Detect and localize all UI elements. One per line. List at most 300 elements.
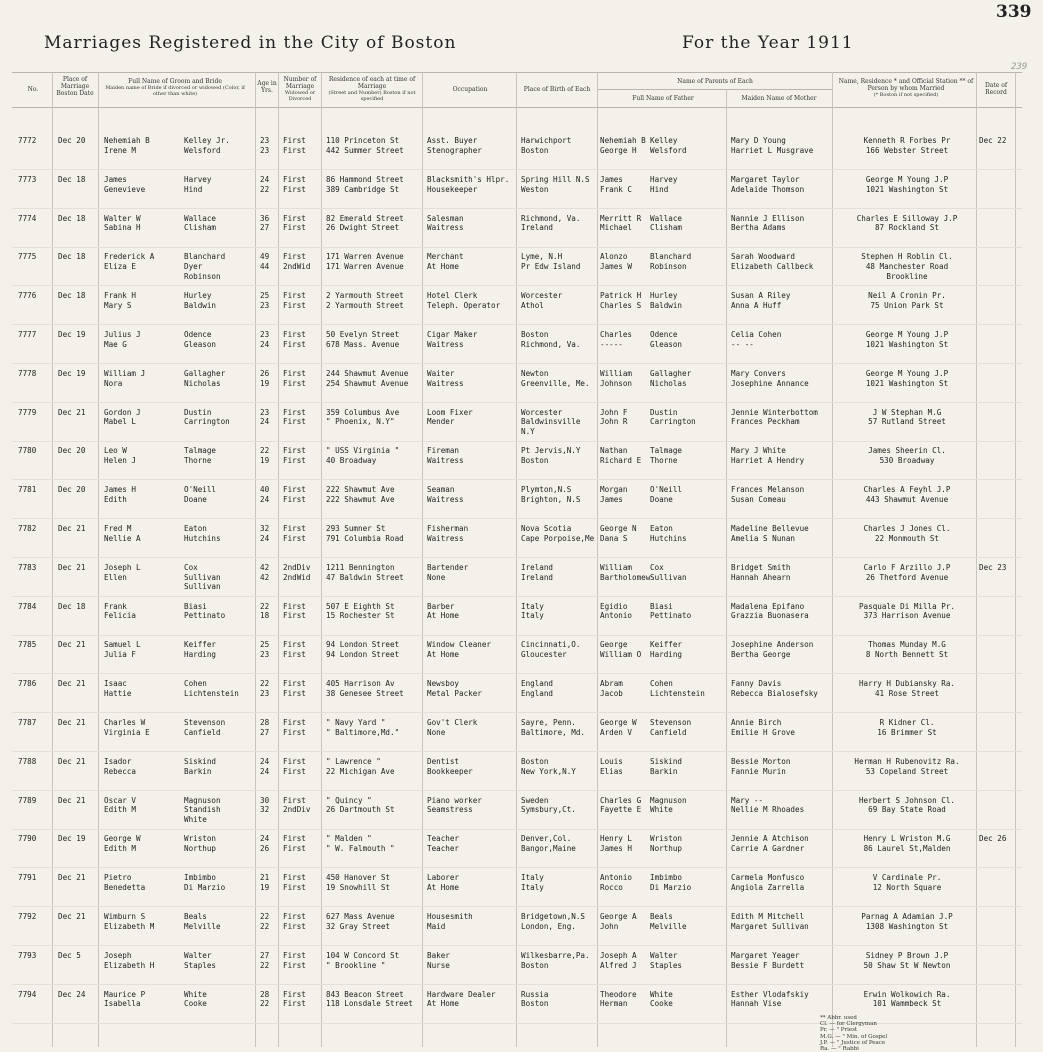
field-no: 7788 bbox=[18, 756, 37, 766]
field-g-last: Cox bbox=[184, 562, 198, 572]
cell-number bbox=[283, 757, 321, 777]
field-off-res: 1021 Washington St bbox=[865, 378, 949, 388]
cell-no bbox=[18, 796, 50, 806]
field-recorded bbox=[979, 408, 1015, 418]
field-b-birth: Baldwinsville bbox=[521, 417, 581, 427]
field-g-father-first: George bbox=[600, 640, 628, 650]
cell-officiant bbox=[838, 757, 976, 777]
field-no: 7786 bbox=[18, 679, 37, 689]
field-g-age: 22 bbox=[260, 679, 270, 689]
cell-father-last bbox=[650, 640, 726, 660]
cell-no bbox=[18, 136, 50, 146]
field-b-res: " W. Falmouth " bbox=[326, 844, 395, 854]
field-b-age: 42 bbox=[260, 572, 270, 582]
cell-g-last bbox=[184, 291, 254, 320]
cell-no bbox=[18, 214, 50, 224]
cell-officiant bbox=[838, 951, 976, 971]
field-b-res: 32 Gray Street bbox=[326, 921, 391, 931]
field-g-birth: Harwichport bbox=[521, 136, 572, 145]
field-maiden bbox=[184, 854, 254, 864]
field-b-occ: Waitress bbox=[427, 494, 464, 504]
cell-father-first bbox=[600, 446, 656, 466]
cell-residence bbox=[326, 873, 422, 893]
field-b-first: Benedetta bbox=[104, 882, 146, 892]
cell-mother bbox=[731, 252, 831, 272]
cell-recorded bbox=[979, 291, 1015, 301]
cell-no bbox=[18, 640, 50, 650]
cell-father-last bbox=[650, 602, 726, 622]
cell-g-first bbox=[104, 291, 180, 311]
field-g-occ: Window Cleaner bbox=[427, 640, 492, 650]
cell-officiant bbox=[838, 330, 976, 350]
cell-mother bbox=[731, 330, 831, 350]
field-b-res: 26 Dartmouth St bbox=[326, 805, 395, 815]
field-g-last: Wallace bbox=[184, 213, 217, 223]
field-off-res: 1308 Washington St bbox=[865, 921, 949, 931]
cell-father-first bbox=[600, 485, 656, 505]
field-maiden: Sullivan bbox=[184, 582, 221, 592]
field-recorded bbox=[979, 640, 1015, 650]
cell-age bbox=[260, 602, 278, 622]
cell-recorded bbox=[979, 873, 1015, 883]
cell-father-first bbox=[600, 175, 656, 195]
field-b-birth: Bangor,Maine bbox=[521, 844, 576, 854]
field-g-father-first: George W bbox=[600, 718, 637, 727]
cell-g-last bbox=[184, 252, 254, 281]
cell-date bbox=[58, 679, 96, 689]
cell-g-first bbox=[104, 718, 180, 738]
field-g-first: Nehemiah B bbox=[104, 136, 150, 145]
field-b-last: Thorne bbox=[184, 456, 212, 466]
cell-g-first bbox=[104, 252, 180, 272]
cell-number bbox=[283, 408, 321, 428]
header-number-label: Number of Marriage bbox=[283, 76, 317, 90]
field-g-age: 24 bbox=[260, 174, 270, 184]
field-b-num: First bbox=[283, 960, 306, 970]
field-recorded bbox=[979, 873, 1015, 883]
cell-birthplace bbox=[521, 485, 597, 505]
field-b-father-last: Staples bbox=[650, 960, 683, 970]
cell-age bbox=[260, 330, 278, 350]
cell-recorded bbox=[979, 524, 1015, 534]
cell-officiant bbox=[838, 990, 976, 1010]
field-b-last: Doane bbox=[184, 494, 207, 504]
field-off-name: Sidney P Brown J.P bbox=[865, 950, 949, 960]
field-g-mother: Nannie J Ellison bbox=[731, 213, 805, 223]
field-b-age: 27 bbox=[260, 223, 270, 233]
field-b-age: 24 bbox=[260, 417, 270, 427]
field-b-first: Hattie bbox=[104, 688, 132, 698]
field-g-last: Harvey bbox=[184, 174, 212, 184]
field-b-res: 678 Mass. Avenue bbox=[326, 339, 400, 349]
cell-father-last bbox=[650, 951, 726, 971]
field-b-mother: Elizabeth Callbeck bbox=[731, 262, 814, 272]
cell-officiant bbox=[838, 175, 976, 195]
row-rule bbox=[12, 285, 1022, 286]
cell-age bbox=[260, 757, 278, 777]
field-recorded bbox=[979, 252, 1015, 262]
field-b-birth: England bbox=[521, 688, 554, 698]
field-g-res: 1211 Bennington bbox=[326, 562, 395, 572]
field-b-mother: Angiola Zarrella bbox=[731, 882, 805, 892]
cell-no bbox=[18, 563, 50, 573]
field-g-birth: Newton bbox=[521, 368, 549, 378]
field-g-occ: Laborer bbox=[427, 873, 460, 883]
cell-g-first bbox=[104, 951, 180, 971]
cell-no bbox=[18, 408, 50, 418]
field-g-first: William J bbox=[104, 368, 146, 378]
cell-number bbox=[283, 330, 321, 350]
field-g-age: 32 bbox=[260, 524, 270, 533]
cell-occupation bbox=[427, 873, 516, 893]
cell-mother bbox=[731, 796, 831, 816]
field-g-first: Joseph bbox=[104, 950, 132, 960]
field-g-birth: Sayre, Penn. bbox=[521, 718, 576, 727]
field-g-res: 110 Princeton St bbox=[326, 136, 400, 145]
field-g-mother: Fanny Davis bbox=[731, 679, 782, 689]
cell-father-first bbox=[600, 524, 656, 544]
field-b-res: 442 Summer Street bbox=[326, 145, 404, 155]
cell-g-first bbox=[104, 990, 180, 1010]
field-g-num: First bbox=[283, 485, 306, 495]
field-b-birth2: N.Y bbox=[521, 427, 535, 437]
field-g-occ: Hotel Clerk bbox=[427, 291, 478, 301]
cell-no bbox=[18, 873, 50, 883]
field-b-res: " Phoenix, N.Y" bbox=[326, 417, 395, 427]
cell-g-first bbox=[104, 873, 180, 893]
cell-g-first bbox=[104, 757, 180, 777]
field-b-occ: Waitress bbox=[427, 339, 464, 349]
abbr-line: Ra. — " Rabbi bbox=[820, 1046, 859, 1052]
field-g-birth: Denver,Col. bbox=[521, 834, 572, 844]
cell-number bbox=[283, 446, 321, 466]
field-g-father-last: Hurley bbox=[650, 291, 678, 301]
field-b-occ: Waitress bbox=[427, 378, 464, 388]
field-b-first: Edith M bbox=[104, 844, 137, 854]
field-b-father-last: White bbox=[650, 805, 673, 815]
field-g-occ: Housesmith bbox=[427, 912, 473, 921]
field-maiden bbox=[184, 350, 254, 360]
cell-birthplace bbox=[521, 291, 597, 311]
field-b-mother: -- -- bbox=[731, 339, 754, 349]
field-b-occ: Housekeeper bbox=[427, 184, 478, 194]
cell-officiant bbox=[838, 834, 976, 854]
record-row bbox=[0, 679, 1043, 716]
cell-birthplace bbox=[521, 602, 597, 622]
field-b-occ: Teacher bbox=[427, 844, 460, 854]
field-b-mother: Bessie F Burdett bbox=[731, 960, 805, 970]
field-b-father-first: James H bbox=[600, 844, 633, 854]
field-b-father-last: Canfield bbox=[650, 727, 687, 737]
field-b-last: Gleason bbox=[184, 339, 217, 349]
field-g-first: Pietro bbox=[104, 873, 132, 883]
field-no: 7787 bbox=[18, 718, 37, 727]
cell-g-last bbox=[184, 524, 254, 553]
field-g-father-first: Henry L bbox=[600, 834, 633, 844]
cell-mother bbox=[731, 757, 831, 777]
field-b-father-last: Lichtenstein bbox=[650, 688, 705, 698]
field-off-res: 373 Harrison Avenue bbox=[863, 611, 951, 621]
pencil-note: 239 bbox=[1011, 62, 1028, 72]
field-b-first: Felicia bbox=[104, 611, 137, 621]
field-off-name: Henry L Wriston M.G bbox=[863, 834, 951, 844]
field-g-occ: Loom Fixer bbox=[427, 407, 473, 417]
field-g-mother: Mary D Young bbox=[731, 136, 786, 145]
cell-officiant bbox=[838, 408, 976, 428]
row-rule bbox=[12, 751, 1022, 752]
cell-date bbox=[58, 873, 96, 883]
field-off-name: Charles A Feyhl J.P bbox=[863, 485, 951, 495]
field-b-first: Nellie A bbox=[104, 533, 141, 543]
field-maiden bbox=[184, 893, 254, 903]
field-b-birth: Boston bbox=[521, 999, 549, 1009]
field-g-mother: Margaret Yeager bbox=[731, 950, 800, 960]
cell-date bbox=[58, 951, 96, 961]
field-b-father-first: James bbox=[600, 494, 623, 504]
cell-mother bbox=[731, 485, 831, 505]
field-g-num: First bbox=[283, 718, 306, 727]
field-b-occ: At Home bbox=[427, 999, 460, 1009]
cell-g-first bbox=[104, 602, 180, 622]
field-g-age: 26 bbox=[260, 368, 270, 378]
field-date: Dec 20 bbox=[58, 446, 86, 456]
cell-number bbox=[283, 602, 321, 622]
field-g-num: First bbox=[283, 446, 306, 456]
cell-g-last bbox=[184, 369, 254, 398]
header-officiant-label: Name, Residence * and Official Station ** of Person by whom Married bbox=[838, 78, 974, 92]
parents-divider bbox=[597, 89, 832, 90]
abbr-label: ** Abbr. used bbox=[820, 1015, 857, 1021]
field-b-occ: At Home bbox=[427, 650, 460, 660]
abbr-line: Pr. — " Priest bbox=[820, 1027, 858, 1034]
row-rule bbox=[12, 673, 1022, 674]
field-b-mother: Hannah Ahearn bbox=[731, 572, 791, 582]
field-b-mother: Adelaide Thomson bbox=[731, 184, 805, 194]
field-g-occ: Fireman bbox=[427, 446, 460, 456]
cell-father-last bbox=[650, 563, 726, 583]
field-g-father-last: Odence bbox=[650, 330, 678, 339]
cell-father-first bbox=[600, 718, 656, 738]
field-g-father-first: George A bbox=[600, 912, 637, 921]
cell-occupation bbox=[427, 485, 516, 505]
field-b-num: First bbox=[283, 688, 306, 698]
field-off-res: 22 Monmouth St bbox=[874, 533, 939, 543]
cell-no bbox=[18, 718, 50, 728]
field-g-age: 49 bbox=[260, 252, 270, 262]
field-g-num: First bbox=[283, 679, 306, 689]
field-date: Dec 18 bbox=[58, 213, 86, 223]
header-residence-sub: (Street and Number) Boston if not specified bbox=[328, 90, 416, 102]
field-b-num: First bbox=[283, 921, 306, 931]
cell-recorded bbox=[979, 214, 1015, 224]
cell-number bbox=[283, 718, 321, 738]
cell-father-last bbox=[650, 330, 726, 350]
field-g-res: 293 Sumner St bbox=[326, 524, 386, 533]
cell-date bbox=[58, 291, 96, 301]
row-rule bbox=[12, 208, 1022, 209]
cell-no bbox=[18, 175, 50, 185]
field-g-num: First bbox=[283, 601, 306, 611]
field-recorded bbox=[979, 291, 1015, 301]
field-no: 7777 bbox=[18, 330, 37, 339]
field-b-age: 19 bbox=[260, 456, 270, 466]
field-b-first: Helen J bbox=[104, 456, 137, 466]
cell-g-first bbox=[104, 136, 180, 156]
cell-age bbox=[260, 951, 278, 971]
field-g-res: 450 Hanover St bbox=[326, 873, 391, 883]
cell-recorded bbox=[979, 408, 1015, 418]
cell-father-last bbox=[650, 990, 726, 1010]
cell-mother bbox=[731, 951, 831, 971]
field-g-father-last: Wallace bbox=[650, 213, 683, 223]
field-off-name: Kenneth R Forbes Pr bbox=[863, 136, 951, 145]
field-maiden bbox=[184, 156, 254, 166]
cell-g-last bbox=[184, 408, 254, 437]
field-b-father-first: Michael bbox=[600, 223, 633, 233]
field-b-age: 26 bbox=[260, 844, 270, 854]
cell-mother bbox=[731, 873, 831, 893]
field-g-num: First bbox=[283, 756, 306, 766]
field-b-occ: At Home bbox=[427, 882, 460, 892]
field-b-occ: Waitress bbox=[427, 533, 464, 543]
field-g-mother: Mary J White bbox=[731, 446, 786, 456]
row-rule bbox=[12, 945, 1022, 946]
field-b-father-first: Richard E bbox=[600, 456, 642, 466]
cell-birthplace bbox=[521, 136, 597, 156]
field-date: Dec 21 bbox=[58, 524, 86, 533]
row-rule bbox=[12, 441, 1022, 442]
field-g-num: First bbox=[283, 640, 306, 650]
register-title: Marriages Registered in the City of Boston bbox=[44, 33, 457, 53]
field-b-age: 22 bbox=[260, 960, 270, 970]
field-g-father-last: Dustin bbox=[650, 407, 678, 417]
field-b-res: 2 Yarmouth Street bbox=[326, 300, 404, 310]
field-off-name: Charles J Jones Cl. bbox=[863, 524, 951, 533]
field-maiden bbox=[184, 311, 254, 321]
header-date-record: Date of Record bbox=[984, 82, 1008, 96]
field-maiden bbox=[184, 660, 254, 670]
field-b-mother: Nellie M Rhoades bbox=[731, 805, 805, 815]
cell-birthplace bbox=[521, 446, 597, 466]
field-b-res: 171 Warren Avenue bbox=[326, 262, 404, 272]
cell-father-last bbox=[650, 912, 726, 932]
field-b-father-first: Frank C bbox=[600, 184, 633, 194]
cell-g-last bbox=[184, 485, 254, 514]
cell-g-first bbox=[104, 524, 180, 544]
field-g-mother: Madalena Epifano bbox=[731, 601, 805, 611]
field-b-age: 23 bbox=[260, 145, 270, 155]
field-g-birth: Ireland bbox=[521, 562, 554, 572]
field-g-occ: Gov't Clerk bbox=[427, 718, 478, 727]
field-off-name: Parnag A Adamian J.P bbox=[861, 912, 953, 921]
field-b-mother: Anna A Huff bbox=[731, 300, 782, 310]
cell-date bbox=[58, 252, 96, 262]
field-g-last: Blanchard bbox=[184, 252, 226, 262]
cell-date bbox=[58, 524, 96, 534]
field-b-num: First bbox=[283, 456, 306, 466]
cell-residence bbox=[326, 485, 422, 505]
field-b-num: First bbox=[283, 650, 306, 660]
cell-mother bbox=[731, 524, 831, 544]
field-no: 7781 bbox=[18, 485, 37, 495]
field-g-num: First bbox=[283, 291, 306, 301]
field-g-mother: Susan A Riley bbox=[731, 291, 791, 301]
field-g-age: 42 bbox=[260, 562, 270, 572]
cell-occupation bbox=[427, 718, 516, 738]
field-b-father-first: John bbox=[600, 921, 619, 931]
cell-number bbox=[283, 796, 321, 816]
cell-father-last bbox=[650, 136, 726, 156]
cell-g-last bbox=[184, 834, 254, 863]
field-off-name: Charles E Silloway J.P bbox=[856, 213, 958, 223]
field-g-occ: Barber bbox=[427, 601, 455, 611]
field-g-first: James H bbox=[104, 485, 137, 495]
row-rule bbox=[12, 984, 1022, 985]
cell-father-last bbox=[650, 291, 726, 311]
record-row bbox=[0, 640, 1043, 677]
cell-g-first bbox=[104, 214, 180, 234]
cell-mother bbox=[731, 214, 831, 234]
cell-date bbox=[58, 175, 96, 185]
cell-father-first bbox=[600, 757, 656, 777]
field-recorded bbox=[979, 602, 1015, 612]
field-g-father-last: Gallagher bbox=[650, 368, 692, 378]
field-b-father-last: Northup bbox=[650, 844, 683, 854]
field-g-father-last: Cox bbox=[650, 562, 664, 572]
field-b-age: 22 bbox=[260, 999, 270, 1009]
field-off-name: George M Young J.P bbox=[865, 330, 949, 339]
field-b-first: Eliza E bbox=[104, 262, 137, 272]
cell-mother bbox=[731, 369, 831, 389]
field-b-last: Cooke bbox=[184, 999, 207, 1009]
field-g-birth: Sweden bbox=[521, 795, 549, 805]
cell-occupation bbox=[427, 757, 516, 777]
field-b-last: Baldwin bbox=[184, 300, 217, 310]
cell-no bbox=[18, 446, 50, 456]
field-maiden: White bbox=[184, 815, 207, 825]
field-g-num: First bbox=[283, 407, 306, 417]
field-b-res: 94 London Street bbox=[326, 650, 400, 660]
field-off-res: 41 Rose Street bbox=[874, 688, 939, 698]
field-b-birth: Symsbury,Ct. bbox=[521, 805, 576, 815]
field-date: Dec 21 bbox=[58, 718, 86, 727]
row-rule bbox=[12, 790, 1022, 791]
field-date: Dec 20 bbox=[58, 136, 86, 145]
abbr-line: M.G. — " Min. of Gospel bbox=[820, 1033, 888, 1040]
field-g-age: 24 bbox=[260, 834, 270, 844]
field-g-father-first: Joseph A bbox=[600, 950, 637, 960]
cell-recorded bbox=[979, 912, 1015, 922]
field-b-first: Julia F bbox=[104, 650, 137, 660]
field-g-first: Wimburn S bbox=[104, 912, 146, 921]
field-g-first: Samuel L bbox=[104, 640, 141, 650]
field-g-father-first: Morgan bbox=[600, 485, 628, 495]
field-g-res: 627 Mass Avenue bbox=[326, 912, 395, 921]
cell-date bbox=[58, 330, 96, 340]
field-date: Dec 21 bbox=[58, 407, 86, 417]
field-b-res: 118 Lonsdale Street bbox=[326, 999, 413, 1009]
cell-recorded bbox=[979, 679, 1015, 689]
field-g-father-first: Charles bbox=[600, 330, 633, 339]
cell-birthplace bbox=[521, 718, 597, 738]
field-off-name: V Cardinale Pr. bbox=[872, 873, 942, 883]
record-row bbox=[0, 757, 1043, 794]
field-g-mother: Mary -- bbox=[731, 795, 764, 805]
field-g-age: 40 bbox=[260, 485, 270, 495]
field-g-last: Cohen bbox=[184, 679, 207, 689]
row-rule bbox=[12, 402, 1022, 403]
cell-father-first bbox=[600, 136, 656, 156]
